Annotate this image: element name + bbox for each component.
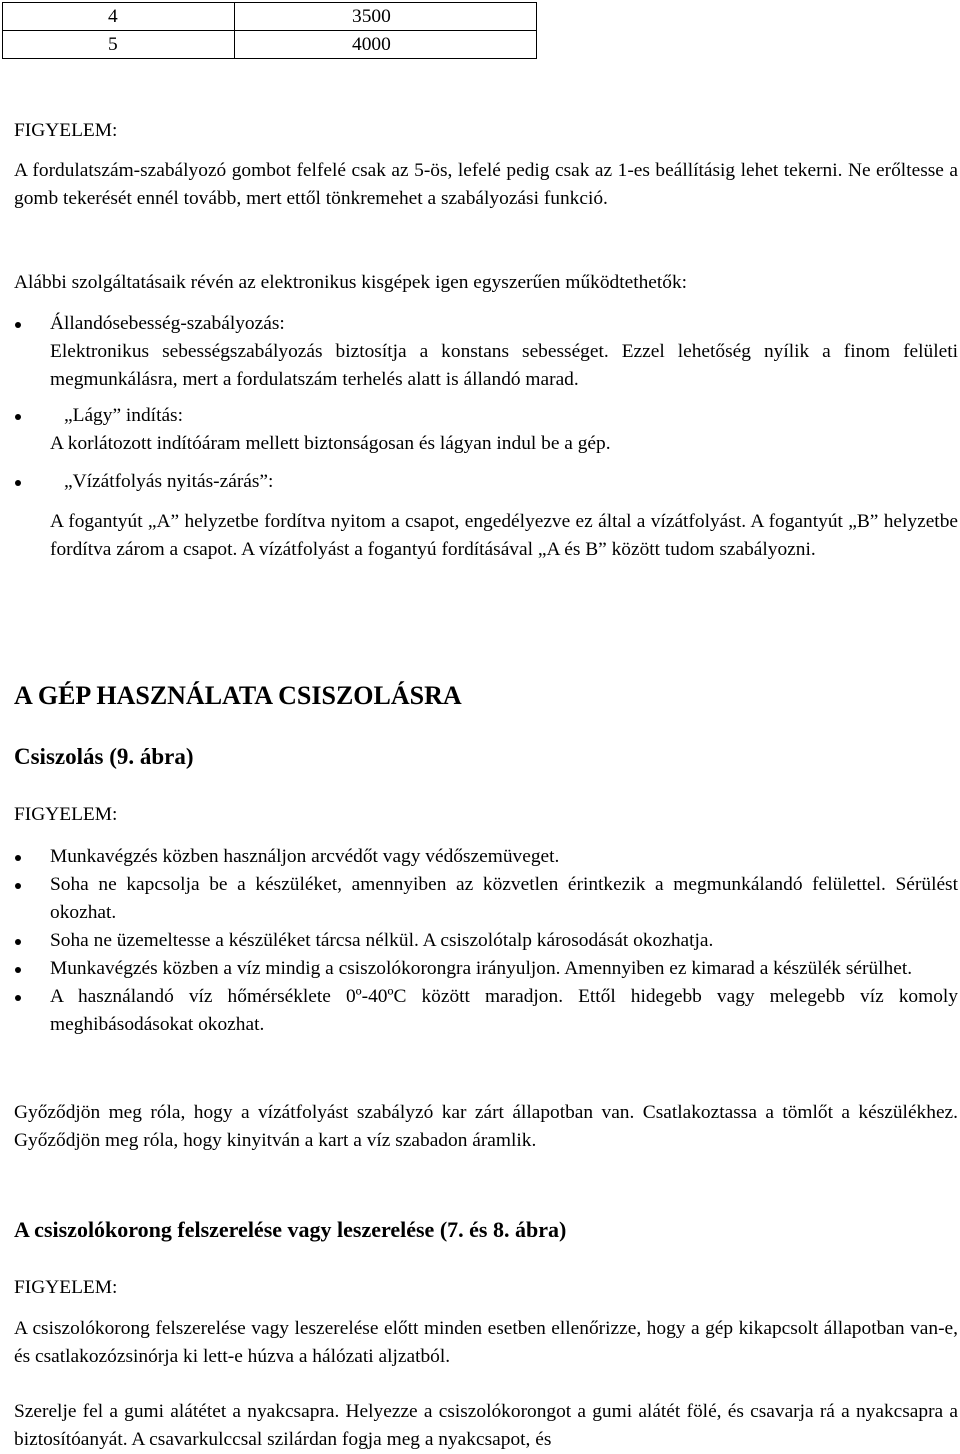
speed-table — [2, 2, 537, 59]
features-intro: Alábbi szolgáltatásaik révén az elektronikus kisgépek igen egyszerűen működtethetők: — [14, 272, 688, 293]
features-list — [14, 310, 958, 564]
warning-label: FIGYELEM: — [14, 1277, 118, 1298]
bullet-text: Munkavégzés közben használjon arcvédőt vagy védőszemüveget. — [50, 846, 560, 867]
setting-cell: 4 — [3, 3, 235, 31]
warning-text: A fordulatszám-szabályozó gombot felfelé csak az 5-ös, lefelé pedig csak az 1-es beállításig lehet tekerni. Ne erőltesse a gomb tekerését ennél tovább, mert ettől tönkremehet a szabályozási funkció. — [14, 160, 958, 209]
warning-label: FIGYELEM: — [14, 120, 118, 141]
section-title: A GÉP HASZNÁLATA CSISZOLÁSRA — [14, 681, 462, 710]
feature-title: „Lágy” indítás: — [64, 405, 183, 426]
list-item — [14, 927, 958, 955]
bullet-icon — [14, 843, 34, 871]
bullet-text: A használandó víz hőmérséklete 0º-40ºC között maradjon. Ettől hidegebb vagy melegebb víz komoly meghibásodásokat okozhat. — [50, 986, 958, 1035]
bullet-icon — [14, 927, 34, 955]
bullet-icon — [14, 983, 34, 1011]
disc-title: A csiszolókorong felszerelése vagy leszerelése (7. és 8. ábra) — [14, 1217, 567, 1242]
list-item — [14, 871, 958, 927]
sanding-paragraph: Győződjön meg róla, hogy a vízátfolyást szabályzó kar zárt állapotban van. Csatlakoztassa a tömlőt a készülékhez. Győződjön meg róla, hogy kinyitván a kart a víz szabadon áramlik. — [14, 1102, 958, 1151]
table-row — [3, 3, 537, 31]
bullet-icon — [14, 955, 34, 983]
bullet-icon — [14, 310, 34, 338]
feature-title: Állandósebesség-szabályozás: — [50, 313, 285, 334]
sanding-warnings — [14, 843, 958, 1039]
bullet-icon — [14, 468, 34, 496]
bullet-icon — [14, 402, 34, 430]
rpm-cell: 4000 — [235, 31, 537, 59]
list-item — [14, 402, 958, 458]
setting-cell: 5 — [3, 31, 235, 59]
feature-text: Elektronikus sebességszabályozás biztosítja a konstans sebességet. Ezzel lehetőség nyílik a finom felületi megmunkálásra, mert a fordulatszám terhelés alatt is állandó marad. — [50, 341, 958, 390]
sanding-title: Csiszolás (9. ábra) — [14, 744, 194, 769]
feature-text: A korlátozott indítóáram mellett biztonságosan és lágyan indul be a gép. — [50, 433, 611, 454]
bullet-icon — [14, 871, 34, 899]
bullet-text: Soha ne üzemeltesse a készüléket tárcsa nélkül. A csiszolótalp károsodását okozhatja. — [50, 930, 714, 951]
table-row — [3, 31, 537, 59]
bullet-text: Soha ne kapcsolja be a készüléket, amennyiben az közvetlen érintkezik a megmunkálandó felülettel. Sérülést okozhat. — [50, 874, 958, 923]
list-item — [14, 468, 958, 564]
list-item — [14, 983, 958, 1039]
bullet-text: Munkavégzés közben a víz mindig a csiszolókorongra irányuljon. Amennyiben ez kimarad a készülék sérülhet. — [50, 958, 913, 979]
feature-title: „Vízátfolyás nyitás-zárás”: — [64, 471, 274, 492]
disc-warning-text: A csiszolókorong felszerelése vagy leszerelése előtt minden esetben ellenőrizze, hogy a gép kikapcsolt állapotban van-e, és csatlakozózsinórja ki lett-e húzva a hálózati aljzatból. — [14, 1318, 958, 1367]
list-item — [14, 843, 958, 871]
disc-paragraph: Szerelje fel a gumi alátétet a nyakcsapra. Helyezze a csiszolókorongot a gumi alátét fölé, és csavarja rá a nyakcsapra a biztosítóanyát. A csavarkulccsal szilárdan fogja meg a nyakcsapot, és — [14, 1401, 958, 1450]
rpm-cell: 3500 — [235, 3, 537, 31]
list-item — [14, 955, 958, 983]
feature-text: A fogantyút „A” helyzetbe fordítva nyitom a csapot, engedélyezve ez által a vízátfolyást. A fogantyút „B” helyzetbe fordítva zárom a csapot. A vízátfolyást a fogantyú fordításával „A és B” között tudom szabályozni. — [50, 511, 958, 560]
list-item — [14, 310, 958, 394]
warning-label: FIGYELEM: — [14, 804, 118, 825]
